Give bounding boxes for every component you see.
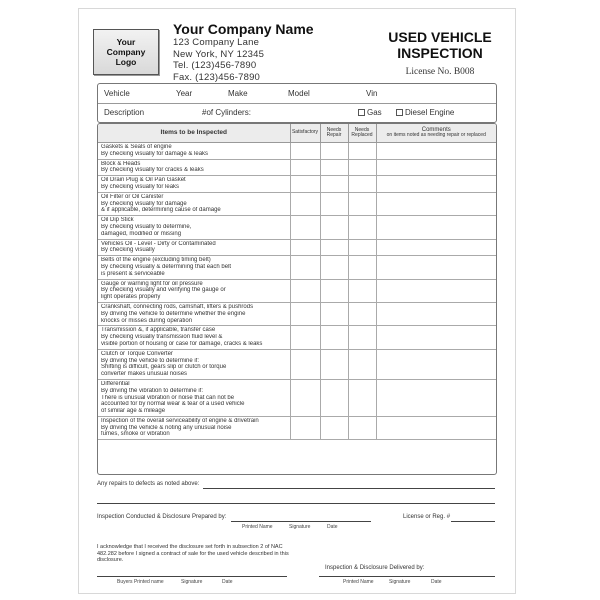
diesel-checkbox[interactable]	[396, 109, 403, 116]
comments-subtitle: on items noted as needing repair or replaced	[386, 132, 486, 138]
satisfactory-cell[interactable]	[290, 416, 320, 439]
vehicle-info-box	[97, 83, 497, 123]
item-description: damaged, modified or missing	[101, 230, 182, 237]
inspection-table	[97, 123, 497, 475]
item-title: Oil Drain Plug & Oil Pan Gasket	[101, 177, 186, 184]
company-logo	[93, 29, 159, 75]
table-row	[98, 192, 496, 215]
item-title: Differential	[101, 380, 130, 387]
inspection-item	[98, 279, 290, 302]
comments-cell[interactable]	[376, 256, 496, 279]
logo-line: Company	[106, 47, 146, 57]
item-description: fumes, smoke or vibration	[101, 431, 170, 438]
needs-replaced-header: Needs Replaced	[348, 124, 376, 143]
satisfactory-cell[interactable]	[290, 192, 320, 215]
table-row	[98, 176, 496, 193]
satisfactory-cell[interactable]	[290, 349, 320, 379]
item-description: By checking visually to determine,	[101, 223, 192, 230]
item-description: By driving the vehicle to determine if:	[101, 357, 200, 364]
needs-repair-cell[interactable]	[320, 239, 348, 256]
satisfactory-cell[interactable]	[290, 326, 320, 349]
satisfactory-cell[interactable]	[290, 256, 320, 279]
item-title: Crankshaft, connecting rods, camshaft, lifters & pushrods	[101, 303, 254, 310]
buyers-printed-name-caption: Buyers Printed name	[117, 579, 164, 585]
inspection-item	[98, 416, 290, 439]
item-description: There is unusual vibration or noise that can not be	[101, 394, 235, 401]
diesel-label: Diesel Engine	[405, 108, 455, 117]
comments-cell[interactable]	[376, 416, 496, 439]
table-row	[98, 416, 496, 439]
item-description: knocks or misses during operation	[101, 317, 193, 324]
delivered-date-caption: Date	[431, 579, 442, 585]
comments-cell[interactable]	[376, 159, 496, 176]
inspection-item	[98, 192, 290, 215]
table-row	[98, 216, 496, 239]
table-row	[98, 379, 496, 416]
satisfactory-cell[interactable]	[290, 159, 320, 176]
item-title: Vehicles Oil - Level - Dirty or Contaminated	[101, 240, 216, 247]
item-description: By driving the vehicle & noting any unusual noise	[101, 424, 232, 431]
form-title	[375, 29, 505, 61]
table-row	[98, 302, 496, 325]
buyer-signature-line[interactable]	[97, 576, 287, 577]
item-title: Oil Filter or Oil Canister	[101, 193, 164, 200]
description-field[interactable]: Description	[104, 108, 145, 117]
item-description: By checking visually for leaks	[101, 183, 180, 190]
model-field[interactable]: Model	[288, 89, 310, 98]
item-description: accounted for by normal wear & tear of a used vehicle	[101, 401, 245, 408]
conducted-line[interactable]	[231, 521, 371, 522]
make-field[interactable]: Make	[228, 89, 248, 98]
needs-replaced-cell[interactable]	[348, 279, 376, 302]
comments-cell[interactable]	[376, 302, 496, 325]
item-description: is present & serviceable	[101, 270, 165, 277]
vin-field[interactable]: Vin	[366, 89, 378, 98]
item-description: By checking visually and verifying the gauge or	[101, 287, 226, 294]
needs-replaced-cell[interactable]	[348, 216, 376, 239]
needs-repair-cell[interactable]	[320, 279, 348, 302]
cylinders-field[interactable]: #of Cylinders:	[202, 108, 251, 117]
item-description: By checking visually for damage	[101, 200, 187, 207]
license-reg-label: License or Reg. #	[403, 514, 451, 520]
repairs-line-2[interactable]	[97, 503, 495, 504]
inspection-item	[98, 159, 290, 176]
repairs-line[interactable]	[203, 488, 495, 489]
table-row	[98, 143, 496, 160]
item-description: By driving the vibration to determine if:	[101, 387, 204, 394]
needs-replaced-cell[interactable]	[348, 159, 376, 176]
item-title: Block & Heads	[101, 160, 141, 167]
buyer-signature-caption: Signature	[181, 579, 203, 585]
item-title: Inspection of the overall serviceability of engine & drivetrain	[101, 417, 259, 424]
logo-line: Your	[116, 37, 136, 47]
item-title: Clutch or Torque Converter	[101, 350, 173, 357]
address-line2: New York, NY 12345	[173, 48, 265, 60]
inspection-item	[98, 239, 290, 256]
needs-replaced-cell[interactable]	[348, 326, 376, 349]
license-number: License No. B008	[405, 67, 475, 77]
needs-repair-cell[interactable]	[320, 256, 348, 279]
inspection-item	[98, 326, 290, 349]
company-info	[173, 21, 314, 83]
inspection-item	[98, 379, 290, 416]
inspection-item	[98, 302, 290, 325]
item-description: of similar age & mileage	[101, 408, 166, 415]
license-reg-line[interactable]	[451, 521, 495, 522]
item-description: By checking visually for damage & leaks	[101, 150, 209, 157]
comments-cell[interactable]	[376, 349, 496, 379]
needs-replaced-cell[interactable]	[348, 349, 376, 379]
satisfactory-cell[interactable]	[290, 216, 320, 239]
comments-cell[interactable]	[376, 143, 496, 160]
table-row	[98, 239, 496, 256]
item-title: Belts of the engine (excluding timing belt)	[101, 257, 211, 264]
buyer-date-caption: Date	[222, 579, 233, 585]
needs-repair-cell[interactable]	[320, 159, 348, 176]
item-title: Gauge or warning light for oil pressure	[101, 280, 203, 287]
table-row	[98, 279, 496, 302]
item-title: Gaskets & Seals of engine	[101, 144, 172, 150]
satisfactory-cell[interactable]	[290, 279, 320, 302]
gas-option[interactable]	[358, 108, 382, 117]
item-description: By checking visually for cracks & leaks	[101, 167, 204, 174]
needs-replaced-cell[interactable]	[348, 143, 376, 160]
needs-repair-cell[interactable]	[320, 379, 348, 416]
title-line1: USED VEHICLE	[388, 29, 492, 45]
conducted-label: Inspection Conducted & Disclosure Prepared by:	[97, 514, 227, 520]
needs-replaced-cell[interactable]	[348, 192, 376, 215]
needs-repair-cell[interactable]	[320, 143, 348, 160]
item-description: By checking visually transmission fluid level &	[101, 334, 223, 341]
comments-header	[376, 124, 496, 143]
item-description: Shifting is difficult, gears slip or clutch or torque	[101, 364, 227, 371]
gas-checkbox[interactable]	[358, 109, 365, 116]
comments-cell[interactable]	[376, 279, 496, 302]
satisfactory-cell[interactable]	[290, 379, 320, 416]
item-title: Transmission &, if applicable, transfer case	[101, 327, 216, 334]
item-description: By checking visually & determining that each belt	[101, 263, 232, 270]
needs-repair-cell[interactable]	[320, 326, 348, 349]
repairs-label: Any repairs to defects as noted above:	[97, 481, 200, 487]
printed-name-caption: Printed Name	[242, 524, 273, 530]
needs-replaced-cell[interactable]	[348, 379, 376, 416]
year-field[interactable]: Year	[176, 89, 193, 98]
comments-cell[interactable]	[376, 326, 496, 349]
needs-replaced-cell[interactable]	[348, 302, 376, 325]
description-row	[98, 103, 496, 122]
delivered-by-label: Inspection & Disclosure Delivered by:	[325, 565, 425, 571]
comments-cell[interactable]	[376, 176, 496, 193]
vehicle-row	[98, 84, 496, 104]
inspection-item	[98, 256, 290, 279]
inspection-item	[98, 143, 290, 160]
address-line1: 123 Company Lane	[173, 37, 260, 48]
signature-caption: Signature	[289, 524, 311, 530]
item-description: visible portion of housing or case for damage, cracks & leaks	[101, 340, 263, 347]
delivered-signature-line[interactable]	[319, 576, 495, 577]
table-row	[98, 349, 496, 379]
table-row	[98, 326, 496, 349]
inspection-form	[78, 8, 516, 594]
inspection-item	[98, 349, 290, 379]
needs-repair-cell[interactable]	[320, 192, 348, 215]
gas-label: Gas	[367, 108, 382, 117]
title-line2: INSPECTION	[397, 45, 483, 61]
item-column-header: Items to be Inspected	[98, 124, 290, 143]
item-description: & if applicable, determining cause of damage	[101, 207, 221, 214]
item-description: By checking visually	[101, 247, 155, 254]
satisfactory-cell[interactable]	[290, 239, 320, 256]
needs-repair-cell[interactable]	[320, 349, 348, 379]
comments-title: Comments	[421, 126, 451, 133]
table-row	[98, 256, 496, 279]
logo-line: Logo	[115, 57, 137, 67]
table-header	[98, 124, 496, 143]
needs-repair-cell[interactable]	[320, 176, 348, 193]
table-row	[98, 159, 496, 176]
needs-repair-header: Needs Repair	[320, 124, 348, 143]
date-caption: Date	[327, 524, 338, 530]
satisfactory-cell[interactable]	[290, 302, 320, 325]
satisfactory-header: Satisfactory	[290, 124, 320, 143]
item-description: light operates properly	[101, 294, 161, 301]
item-title: Oil Dip Stick	[101, 217, 134, 224]
delivered-signature-caption: Signature	[389, 579, 411, 585]
needs-repair-cell[interactable]	[320, 216, 348, 239]
inspection-item	[98, 176, 290, 193]
comments-cell[interactable]	[376, 192, 496, 215]
needs-repair-cell[interactable]	[320, 416, 348, 439]
tel: Tel. (123)456-7890	[173, 60, 257, 71]
delivered-printed-name-caption: Printed Name	[343, 579, 374, 585]
comments-cell[interactable]	[376, 216, 496, 239]
needs-replaced-cell[interactable]	[348, 176, 376, 193]
vehicle-field[interactable]: Vehicle	[104, 89, 130, 98]
fax: Fax. (123)456-7890	[173, 71, 261, 83]
item-description: By driving the vehicle to determine whether the engine	[101, 310, 246, 317]
comments-cell[interactable]	[376, 379, 496, 416]
satisfactory-cell[interactable]	[290, 143, 320, 160]
company-name: Your Company Name	[173, 21, 314, 37]
acknowledgement-text: I acknowledge that I received the disclosure set forth in subsection 2 of NAC 482.282 before I signed a contract of sale for the used vehicle described in this disclosure.	[97, 544, 289, 563]
comments-cell[interactable]	[376, 239, 496, 256]
needs-replaced-cell[interactable]	[348, 239, 376, 256]
needs-replaced-cell[interactable]	[348, 416, 376, 439]
satisfactory-cell[interactable]	[290, 176, 320, 193]
needs-repair-cell[interactable]	[320, 302, 348, 325]
diesel-option[interactable]	[396, 108, 454, 117]
item-description: converter makes unusual noises	[101, 371, 188, 378]
inspection-item	[98, 216, 290, 239]
needs-replaced-cell[interactable]	[348, 256, 376, 279]
